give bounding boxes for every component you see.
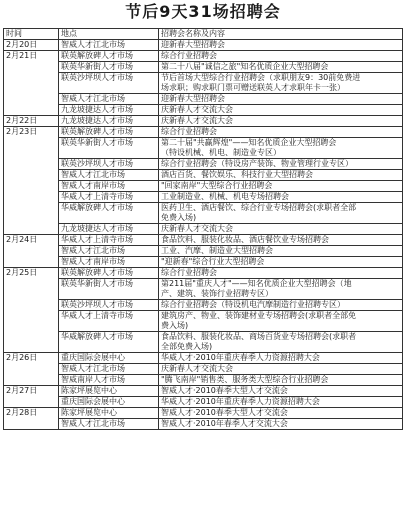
- header-venue: 地点: [59, 29, 159, 40]
- venue-cell: 陈家坪展览中心: [59, 408, 159, 419]
- event-line: （特设机械、机电、制造业专区）: [161, 148, 281, 157]
- table-row: [4, 94, 403, 105]
- event-cell: [159, 192, 403, 203]
- table-row: [4, 105, 403, 116]
- table-row: [4, 397, 403, 408]
- venue-cell: 陈家坪展览中心: [59, 386, 159, 397]
- event-cell: [159, 94, 403, 105]
- venue-cell: 华威人才上清寺市场: [59, 311, 159, 332]
- event-line: 工业制造业、机械、机电专场招聘会: [161, 192, 289, 201]
- table-row: [4, 62, 403, 73]
- event-line: 庆新春人才交流大会: [161, 105, 233, 114]
- event-line: 食品饮料、服装化妆品、商场百货业专场招聘会(求职者: [161, 332, 357, 341]
- event-line: 庆新春人才交流大会: [161, 224, 233, 233]
- table-row: [4, 51, 403, 62]
- venue-cell: 联英沙坪坝人才市场: [59, 300, 159, 311]
- event-line: 食品饮料、服装化妆品、酒店餐饮业专场招聘会: [161, 235, 329, 244]
- event-line: 场求职；购求职门票可赠送联英人才求职年卡一张）: [161, 83, 345, 92]
- table-row: [4, 279, 403, 300]
- venue-cell: 九龙坡捷达人才市场: [59, 105, 159, 116]
- date-cell: 2月27日: [4, 386, 59, 408]
- table-row: [4, 268, 403, 279]
- event-cell: [159, 159, 403, 170]
- venue-cell: 智威人才南岸市场: [59, 257, 159, 268]
- table-row: [4, 116, 403, 127]
- venue-cell: 联英沙坪坝人才市场: [59, 73, 159, 94]
- event-cell: [159, 170, 403, 181]
- table-row: [4, 246, 403, 257]
- event-line: 迎新春大型招聘会: [161, 94, 225, 103]
- event-cell: [159, 224, 403, 235]
- event-line: 综合行业招聘会（特设机电汽摩制造行业招聘专区）: [161, 300, 345, 309]
- table-row: [4, 192, 403, 203]
- event-cell: [159, 203, 403, 224]
- schedule-table: [3, 28, 403, 430]
- event-cell: [159, 279, 403, 300]
- event-cell: [159, 353, 403, 364]
- table-row: [4, 181, 403, 192]
- date-cell: 2月24日: [4, 235, 59, 268]
- venue-cell: 华威解放碑人才市场: [59, 332, 159, 353]
- table-row: [4, 419, 403, 430]
- date-cell: 2月22日: [4, 116, 59, 127]
- event-line: 全部免费入场): [161, 342, 213, 351]
- table-row: [4, 203, 403, 224]
- event-cell: [159, 397, 403, 408]
- table-header-row: [4, 29, 403, 40]
- event-line: 节后首场大型综合行业招聘会（求职朋友9：30前免费进: [161, 73, 361, 82]
- event-line: 第二十届"共赢辉煌"——知名优质企业大型招聘会: [161, 138, 337, 147]
- date-cell: 2月23日: [4, 127, 59, 235]
- event-cell: [159, 51, 403, 62]
- event-cell: [159, 62, 403, 73]
- table-row: [4, 127, 403, 138]
- header-date: 时间: [4, 29, 59, 40]
- venue-cell: 九龙坡捷达人才市场: [59, 116, 159, 127]
- venue-cell: 联英解放碑人才市场: [59, 268, 159, 279]
- table-row: [4, 73, 403, 94]
- venue-cell: 华威人才上清寺市场: [59, 192, 159, 203]
- venue-cell: 重庆国际会展中心: [59, 353, 159, 364]
- event-cell: [159, 105, 403, 116]
- venue-cell: 智威人才江北市场: [59, 364, 159, 375]
- venue-cell: 联英华新街人才市场: [59, 138, 159, 159]
- event-cell: [159, 181, 403, 192]
- event-line: 建筑房产、物业、装饰建材业专场招聘会(求职者全部免: [161, 311, 357, 320]
- event-cell: [159, 386, 403, 397]
- table-row: [4, 159, 403, 170]
- table-row: [4, 311, 403, 332]
- event-line: 迎新春大型招聘会: [161, 40, 225, 49]
- event-cell: [159, 300, 403, 311]
- event-line: 免费入场): [161, 213, 197, 222]
- event-line: 庆新春人才交流大会: [161, 364, 233, 373]
- event-cell: [159, 408, 403, 419]
- table-row: [4, 138, 403, 159]
- page-title: 节后9天31场招聘会: [125, 2, 281, 21]
- event-line: 第二十八届"诚信之旅"知名优质企业大型招聘会: [161, 62, 329, 71]
- venue-cell: 联英解放碑人才市场: [59, 51, 159, 62]
- date-cell: 2月21日: [4, 51, 59, 116]
- date-cell: 2月25日: [4, 268, 59, 353]
- event-cell: [159, 311, 403, 332]
- event-cell: [159, 127, 403, 138]
- event-line: 费入场): [161, 321, 189, 330]
- header-event: 招聘会名称及内容: [159, 29, 403, 40]
- table-row: [4, 224, 403, 235]
- event-line: 第211届"重庆人才"——知名优质企业大型招聘会（地: [161, 279, 352, 288]
- event-line: 医药卫生、酒店餐饮、综合行业专场招聘会(求职者全部: [161, 203, 357, 212]
- event-line: 酒店百货、餐饮娱乐、科技行业大型招聘会: [161, 170, 313, 179]
- event-line: 综合行业招聘会: [161, 268, 217, 277]
- venue-cell: 智威人才江北市场: [59, 246, 159, 257]
- event-cell: [159, 246, 403, 257]
- venue-cell: 智威人才江北市场: [59, 419, 159, 430]
- event-cell: [159, 268, 403, 279]
- table-row: [4, 386, 403, 397]
- venue-cell: 智威人才南岸市场: [59, 181, 159, 192]
- venue-cell: 联英沙坪坝人才市场: [59, 159, 159, 170]
- table-row: [4, 40, 403, 51]
- event-line: 智威人才·2010年春季人才交流大会: [161, 419, 288, 428]
- event-cell: [159, 332, 403, 353]
- venue-cell: 联英华新街人才市场: [59, 62, 159, 73]
- event-line: 华威人才·2010年重庆春季人力资源招聘大会: [161, 353, 320, 362]
- venue-cell: 九龙坡捷达人才市场: [59, 224, 159, 235]
- event-cell: [159, 257, 403, 268]
- table-row: [4, 332, 403, 353]
- event-line: "腾飞南岸"销售类、服务类大型综合行业招聘会: [161, 375, 329, 384]
- venue-cell: 联英华新街人才市场: [59, 279, 159, 300]
- event-cell: [159, 375, 403, 386]
- venue-cell: 智威南岸人才市场: [59, 375, 159, 386]
- date-cell: 2月20日: [4, 40, 59, 51]
- venue-cell: 智威人才江北市场: [59, 40, 159, 51]
- event-cell: [159, 40, 403, 51]
- venue-cell: 智威人才江北市场: [59, 170, 159, 181]
- venue-cell: 联英解放碑人才市场: [59, 127, 159, 138]
- event-line: 综合行业招聘会（特设房产装饰、物业管理行业专区）: [161, 159, 353, 168]
- event-cell: [159, 419, 403, 430]
- event-cell: [159, 364, 403, 375]
- venue-cell: 重庆国际会展中心: [59, 397, 159, 408]
- venue-cell: 华威解放碑人才市场: [59, 203, 159, 224]
- table-row: [4, 257, 403, 268]
- venue-cell: 智威人才江北市场: [59, 94, 159, 105]
- table-row: [4, 364, 403, 375]
- table-row: [4, 170, 403, 181]
- table-row: [4, 300, 403, 311]
- date-cell: 2月28日: [4, 408, 59, 430]
- table-row: [4, 375, 403, 386]
- event-line: 工业、汽摩、制造业大型招聘会: [161, 246, 273, 255]
- table-row: [4, 235, 403, 246]
- table-body: [4, 40, 403, 430]
- event-line: 智威人才·2010春季大型人才交流会: [161, 408, 288, 417]
- event-line: 华威人才·2010年重庆春季人力资源招聘大会: [161, 397, 320, 406]
- event-cell: [159, 73, 403, 94]
- date-cell: 2月26日: [4, 353, 59, 386]
- event-line: 综合行业招聘会: [161, 51, 217, 60]
- event-cell: [159, 138, 403, 159]
- event-line: "回家南岸"大型综合行业招聘会: [161, 181, 273, 190]
- event-cell: [159, 116, 403, 127]
- event-line: 智威人才·2010春季大型人才交流会: [161, 386, 288, 395]
- table-row: [4, 353, 403, 364]
- event-line: 产、建筑、装饰行业招聘专区）: [161, 289, 273, 298]
- table-row: [4, 408, 403, 419]
- venue-cell: 华威人才上清寺市场: [59, 235, 159, 246]
- event-line: "迎新春"综合行业大型招聘会: [161, 257, 265, 266]
- event-cell: [159, 235, 403, 246]
- event-line: 综合行业招聘会: [161, 127, 217, 136]
- event-line: 庆新春人才交流大会: [161, 116, 233, 125]
